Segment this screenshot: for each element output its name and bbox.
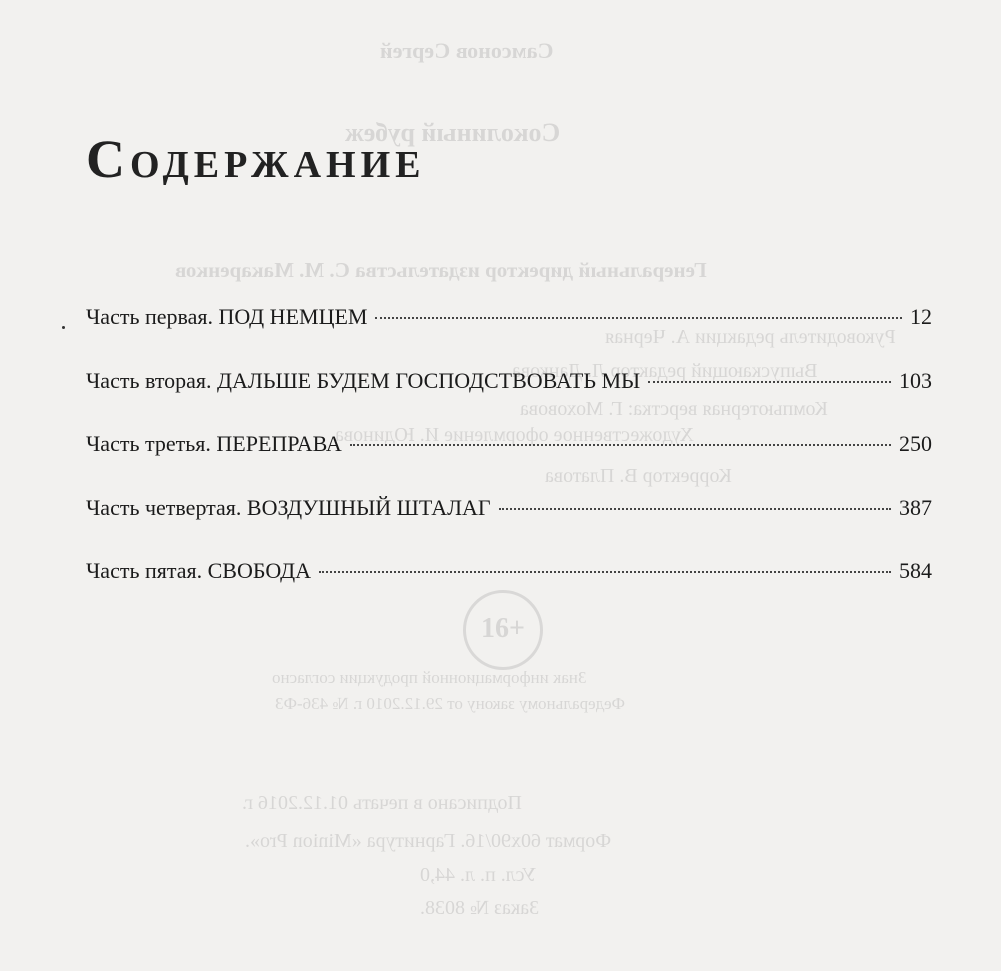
toc-entry-part-5[interactable] bbox=[86, 558, 932, 622]
toc-entry-page: 387 bbox=[899, 494, 932, 520]
toc-entry-title: Часть четвертая. ВОЗДУШНЫЙ ШТАЛАГ bbox=[86, 494, 491, 520]
bleed-info-sign-2: Федеральному закону от 29.12.2010 г. № 436-ФЗ bbox=[275, 694, 626, 713]
toc-entry-part-1[interactable] bbox=[86, 304, 932, 368]
bleed-sheets: Усл. п. л. 44,0 bbox=[420, 864, 537, 886]
dot-leader bbox=[648, 381, 891, 383]
bleed-info-sign-1: Знак информационной продукции согласно bbox=[272, 668, 587, 687]
bleed-order: Заказ № 8038. bbox=[420, 897, 540, 919]
toc-entry-page: 250 bbox=[899, 431, 932, 456]
toc-entry-title: Часть первая. ПОД НЕМЦЕМ bbox=[86, 304, 368, 329]
page-title: Содержание bbox=[86, 129, 426, 189]
bleed-corrector: Корректор В. Платова bbox=[545, 465, 732, 487]
toc-entry-title: Часть третья. ПЕРЕПРАВА bbox=[86, 431, 342, 456]
toc-entry-title: Часть вторая. ДАЛЬШЕ БУДЕМ ГОСПОДСТВОВАТЬ МЫ bbox=[86, 367, 641, 393]
dot-leader bbox=[499, 508, 891, 510]
toc-entry-part-2[interactable] bbox=[86, 368, 932, 432]
bleed-release-editor: Выпускающий редактор Л. Данкова bbox=[512, 360, 818, 382]
bleed-title: Соколиный рубеж bbox=[345, 118, 561, 147]
bleed-format: Формат 60х90/16. Гарнитура «Minion Pro». bbox=[245, 830, 612, 852]
toc-entry-page: 12 bbox=[910, 304, 932, 329]
bleed-design: Художественное оформление И. Юдинова bbox=[335, 424, 694, 446]
bleed-signed: Подписано в печать 01.12.2016 г. bbox=[242, 792, 522, 814]
bleed-head-editor: Руководитель редакции А. Черная bbox=[605, 326, 896, 348]
bleed-layout: Компьютерная верстка: Г. Моховова bbox=[520, 398, 828, 420]
bleed-age-mark: 16+ bbox=[481, 613, 525, 644]
dot-leader bbox=[319, 571, 891, 573]
dot-leader bbox=[375, 317, 902, 319]
bleed-director: Генеральный директор издательства С. М. Макаренков bbox=[175, 258, 707, 282]
toc-entry-page: 584 bbox=[899, 558, 932, 583]
bleed-author: Самсонов Сергей bbox=[380, 38, 554, 63]
dot-leader bbox=[350, 444, 891, 446]
toc-entry-title: Часть пятая. СВОБОДА bbox=[86, 558, 312, 583]
table-of-contents bbox=[86, 304, 932, 622]
ink-speck bbox=[62, 326, 65, 329]
toc-entry-part-3[interactable] bbox=[86, 431, 932, 495]
toc-entry-part-4[interactable] bbox=[86, 495, 932, 559]
toc-entry-page: 103 bbox=[899, 367, 932, 393]
